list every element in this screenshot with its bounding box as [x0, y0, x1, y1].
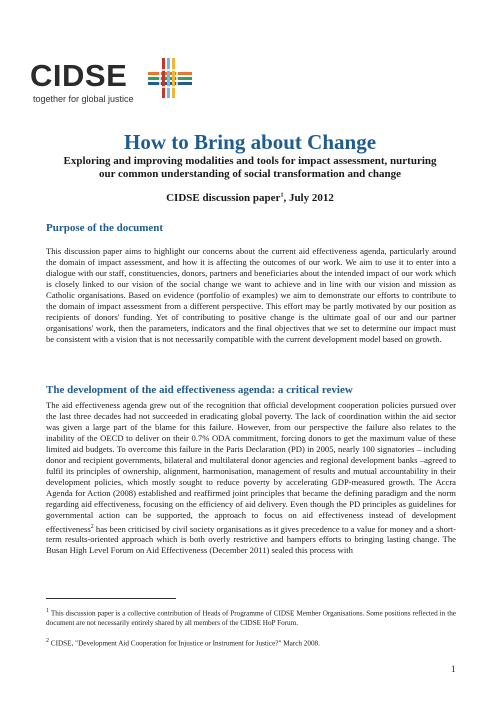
footnote-1-marker: 1: [46, 608, 49, 614]
aid-agenda-text: The aid effectiveness agenda grew out of the recognition that official development cooperation policies pursued over the last three decades had not succeeded in eradicating global poverty. The lack of coordination within the aid sector was given a large part of the blame for this failure. However, from our perspective the failure also relates to the inability of the OECD to deliver on their 0.7% ODA commitment, forcing donors to get the maximum value of these limited aid budgets. To overcome this failure in the Paris Declaration (PD) in 2005, nearly 100 signatories – including donor and recipient governments, bilateral and multilateral donor agencies and regional development banks –agreed to fulfil its principles of ownership, alignment, harmonisation, management of results and mutual accountability in their development policies, which mostly sought to reduce poverty by accelerating GDP-measured growth. The Accra Agenda for Action (2008) established and reaffirmed joint principles that became the defining paradigm and the norm regarding aid effectiveness, focusing on the efficiency of aid delivery. Even though the PD principles as guidelines for governmental action can be supported, the approach to focus on aid effectiveness instead of development effectiveness: [46, 400, 456, 534]
footnote-ref-1[interactable]: 1: [280, 192, 284, 199]
section-heading-aid-agenda: The development of the aid effectiveness agenda: a critical review: [46, 384, 353, 396]
footnote-ref-2[interactable]: 2: [90, 523, 94, 530]
paper-line: [0, 192, 500, 204]
section-body-aid-agenda: [46, 400, 456, 557]
footnote-1: [46, 606, 456, 628]
paper-date: , July 2012: [283, 192, 334, 204]
section-heading-purpose: Purpose of the document: [46, 222, 164, 234]
page-number: 1: [451, 664, 456, 674]
footnote-2-marker: 2: [46, 638, 49, 644]
footnote-2: [46, 636, 456, 648]
section-body-purpose: This discussion paper aims to highlight our concerns about the current aid effectiveness agenda, particularly around the domain of impact assessment, and how it is affecting the outcomes of our work. We aim to use it to enter into a dialogue with our staff, constituencies, donors, partners and beneficiaries about the intended impact of our work which is closely linked to our vision of the social change we want to achieve and in line with our vision and mission as Catholic organisations. Based on evidence (portfolio of examples) we aim to demonstrate our efforts to contribute to the domain of impact assessment from a different perspective. This effort may be partly motivated by our position as recipients of donors' funding. Yet of contributing to positive change is the ultimate goal of our and our partner organisations' work, then the parameters, indicators and the final objectives that we set to determine our impact must be consistent with a vision that is not necessarily compatible with the current development model based on growth.: [46, 246, 456, 345]
aid-agenda-text-cont: has been criticised by civil society organisations as it gives precedence to a value for money and a short-term results-oriented approach which is both overly restrictive and hampers efforts to bringing lasting change. The Busan High Level Forum on Aid Effectiveness (December 2011) sealed this process with: [46, 523, 456, 556]
footnote-2-text: CIDSE, "Development Aid Cooperation for Injustice or Instrument for Justice?" March 2008.: [49, 639, 320, 648]
paper-label: CIDSE discussion paper: [166, 192, 281, 204]
logo-wordmark: CIDSE: [30, 58, 128, 93]
logo-tagline: together for global justice: [33, 94, 134, 104]
document-title: How to Bring about Change: [123, 130, 377, 154]
document-subtitle: Exploring and improving modalities and tools for impact assessment, nurturing our common understanding of social transformation and change: [63, 155, 437, 180]
cidse-cross-icon: [148, 58, 192, 98]
footnote-1-text: This discussion paper is a collective contribution of Heads of Programme of CIDSE Member Organisations. Some positions reflected in the document are not necessarily entirely shared by all members of the CIDSE HoP Forum.: [46, 609, 456, 628]
footnote-divider: [46, 598, 176, 599]
cidse-logo: [30, 52, 190, 112]
